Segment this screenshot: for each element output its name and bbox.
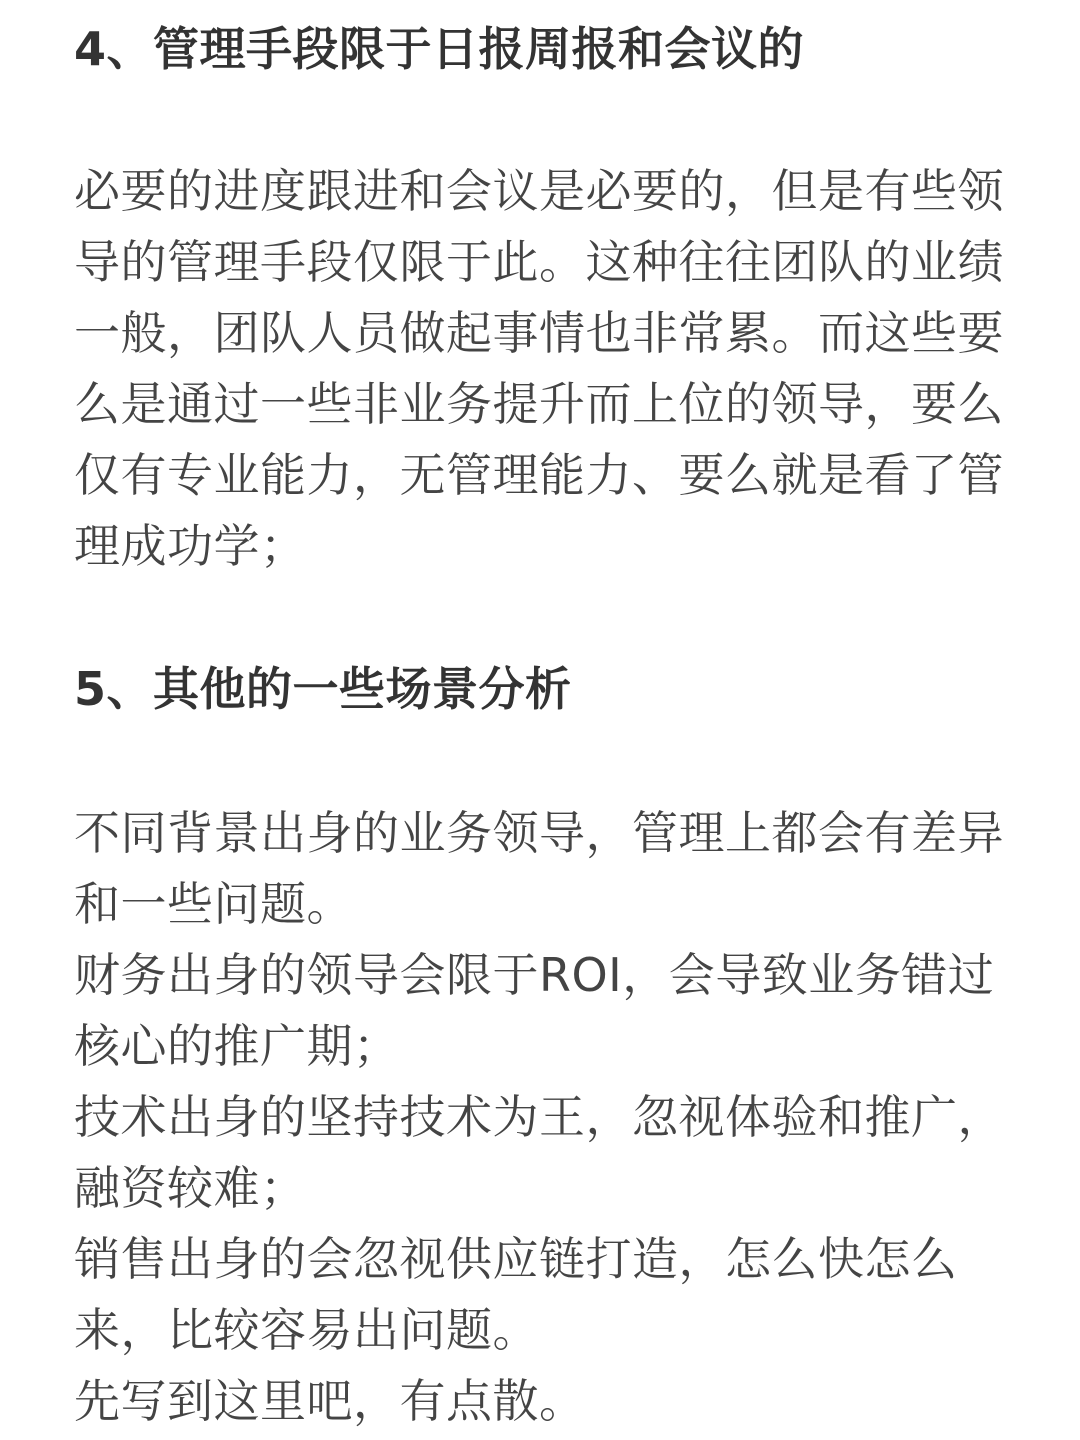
section-4-heading: 4、管理手段限于日报周报和会议的 — [74, 22, 805, 76]
section-5-line-8: 来，比较容易出问题。 — [74, 1303, 539, 1357]
section-4-line-3: 一般，团队人员做起事情也非常累。而这些要 — [74, 306, 1004, 360]
section-5-line-7: 销售出身的会忽视供应链打造，怎么快怎么 — [74, 1232, 958, 1286]
section-4-line-1: 必要的进度跟进和会议是必要的，但是有些领 — [74, 164, 1004, 218]
section-5-line-1: 不同背景出身的业务领导，管理上都会有差异 — [74, 806, 1004, 860]
section-4-line-5: 仅有专业能力，无管理能力、要么就是看了管 — [74, 448, 1004, 502]
section-5-heading: 5、其他的一些场景分析 — [74, 662, 572, 716]
section-5-line-4: 核心的推广期； — [74, 1019, 400, 1073]
section-5-line-5: 技术出身的坚持技术为王，忽视体验和推广， — [74, 1090, 1004, 1144]
section-5-line-9: 先写到这里吧，有点散。 — [74, 1374, 586, 1428]
section-4-line-6: 理成功学； — [74, 519, 307, 573]
section-4-line-2: 导的管理手段仅限于此。这种往往团队的业绩 — [74, 235, 1004, 289]
section-5-line-2: 和一些问题。 — [74, 877, 353, 931]
section-4-line-4: 么是通过一些非业务提升而上位的领导，要么 — [74, 377, 1004, 431]
section-5-line-6: 融资较难； — [74, 1161, 307, 1215]
section-5-line-3: 财务出身的领导会限于ROI，会导致业务错过 — [74, 948, 995, 1002]
